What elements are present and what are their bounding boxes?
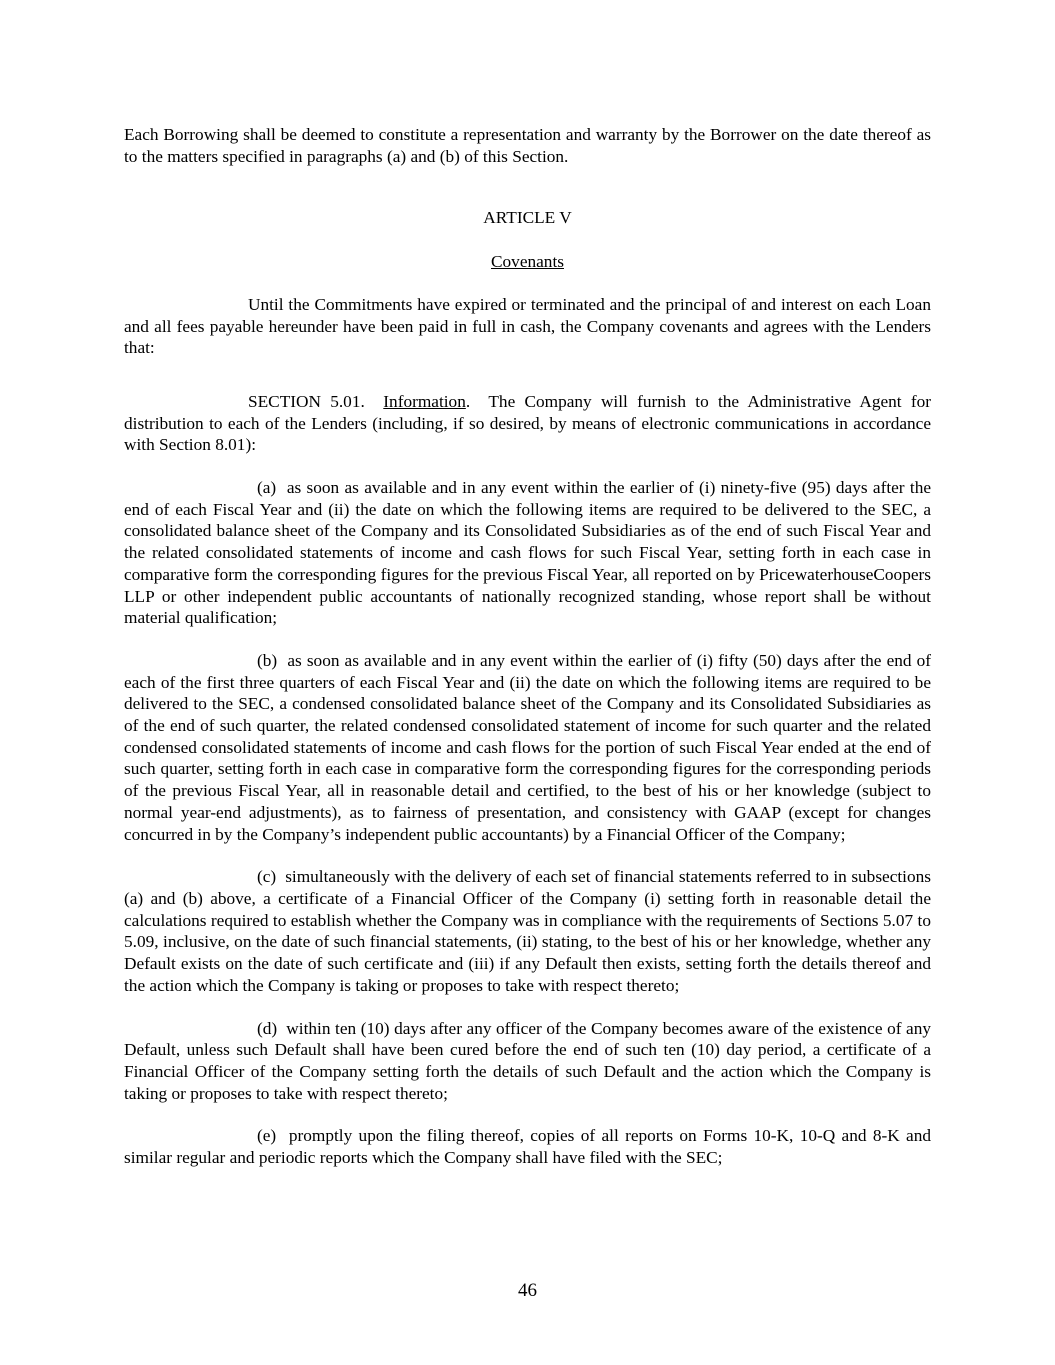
subsection-a bbox=[124, 477, 931, 629]
subsection-e bbox=[124, 1125, 931, 1168]
subsection-d bbox=[124, 1018, 931, 1105]
article-title-text: Covenants bbox=[491, 252, 564, 272]
subsection-label: (a) bbox=[257, 478, 277, 498]
subsection-text: within ten (10) days after any officer of the Company becomes aware of the existence of any Default, unless such Default shall have been cured before the end of such ten (10) day period, a certificate of a Financial Officer of the Company setting forth the details of such Default and the action which the Company is taking or proposes to take with respect thereto; bbox=[124, 1018, 932, 1103]
article-heading: ARTICLE V bbox=[483, 208, 572, 228]
preamble-paragraph: Until the Commitments have expired or terminated and the principal of and interest on each Loan and all fees payable hereunder have been paid in full in cash, the Company covenants and agrees with the Lenders that: bbox=[124, 294, 931, 358]
intro-paragraph: Each Borrowing shall be deemed to constitute a representation and warranty by the Borrower on the date thereof as to the matters specified in paragraphs (a) and (b) of this Section. bbox=[124, 125, 931, 166]
subsection-b bbox=[124, 650, 931, 845]
document-page bbox=[124, 124, 931, 1169]
subsection-text: simultaneously with the delivery of each set of financial statements referred to in subsections (a) and (b) above, a certificate of a Financial Officer of the Company (i) setting forth in reasonable detail the calculations required to establish whether the Company was in compliance with the requirements of Sections 5.07 to 5.09, inclusive, on the date of such financial statements, (ii) stating, to the best of his or her knowledge, whether any Default exists on the date of such certificate and (iii) if any Default then exists, setting forth the details thereof and the action which the Company is taking or proposes to take with respect thereto; bbox=[124, 867, 931, 995]
article-title bbox=[124, 251, 931, 273]
section-number: SECTION 5.01. bbox=[248, 391, 365, 411]
subsection-c bbox=[124, 866, 931, 996]
section-text: The Company will furnish to the Administrative Agent for distribution to each of the Lenders (including, if so desired, by means of electronic communications in accordance with Section 8.01): bbox=[124, 391, 931, 455]
subsection-label: (d) bbox=[257, 1018, 278, 1038]
subsection-text: as soon as available and in any event within the earlier of (i) ninety-five (95) days after the end of each Fiscal Year and (ii) the date on which the following items are required to be delivered to the SEC, a consolidated balance sheet of the Company and its Consolidated Subsidiaries as of the end of such Fiscal Year and the related consolidated statements of income and cash flows for such Fiscal Year, setting forth in each case in comparative form the corresponding figures for the previous Fiscal Year, all reported on by PricewaterhouseCoopers LLP or other independent public accountants of nationally recognized standing, whose report shall be without material qualification; bbox=[124, 478, 931, 628]
section-title: Information bbox=[383, 391, 466, 411]
subsection-text: promptly upon the filing thereof, copies of all reports on Forms 10-K, 10-Q and 8-K and similar regular and periodic reports which the Company shall have filed with the SEC; bbox=[124, 1126, 931, 1168]
subsection-label: (c) bbox=[257, 867, 277, 887]
section-5-01-paragraph bbox=[124, 391, 931, 456]
subsection-text: as soon as available and in any event within the earlier of (i) fifty (50) days after the end of each of the first three quarters of each Fiscal Year and (ii) the date on which the following items are required to be delivered to the SEC, a condensed consolidated balance sheet of the Company and its Consolidated Subsidiaries as of the end of such quarter, the related condensed consolidated statement of income for such quarter and the related condensed consolidated statements of income and cash flows for the portion of such Fiscal Year ended at the end of such quarter, setting forth in each case in comparative form the corresponding figures for the corresponding periods of the previous Fiscal Year, all in reasonable detail and certified, to the best of his or her knowledge (subject to normal year-end adjustments), as to fairness of presentation, and consistency with GAAP (except for changes concurred in by the Company’s independent public accountants) by a Financial Officer of the Company; bbox=[124, 650, 931, 844]
page-number: 46 bbox=[518, 1280, 537, 1301]
subsection-label: (b) bbox=[257, 650, 278, 670]
section-title-period: . bbox=[465, 391, 471, 411]
subsection-label: (e) bbox=[257, 1126, 277, 1146]
